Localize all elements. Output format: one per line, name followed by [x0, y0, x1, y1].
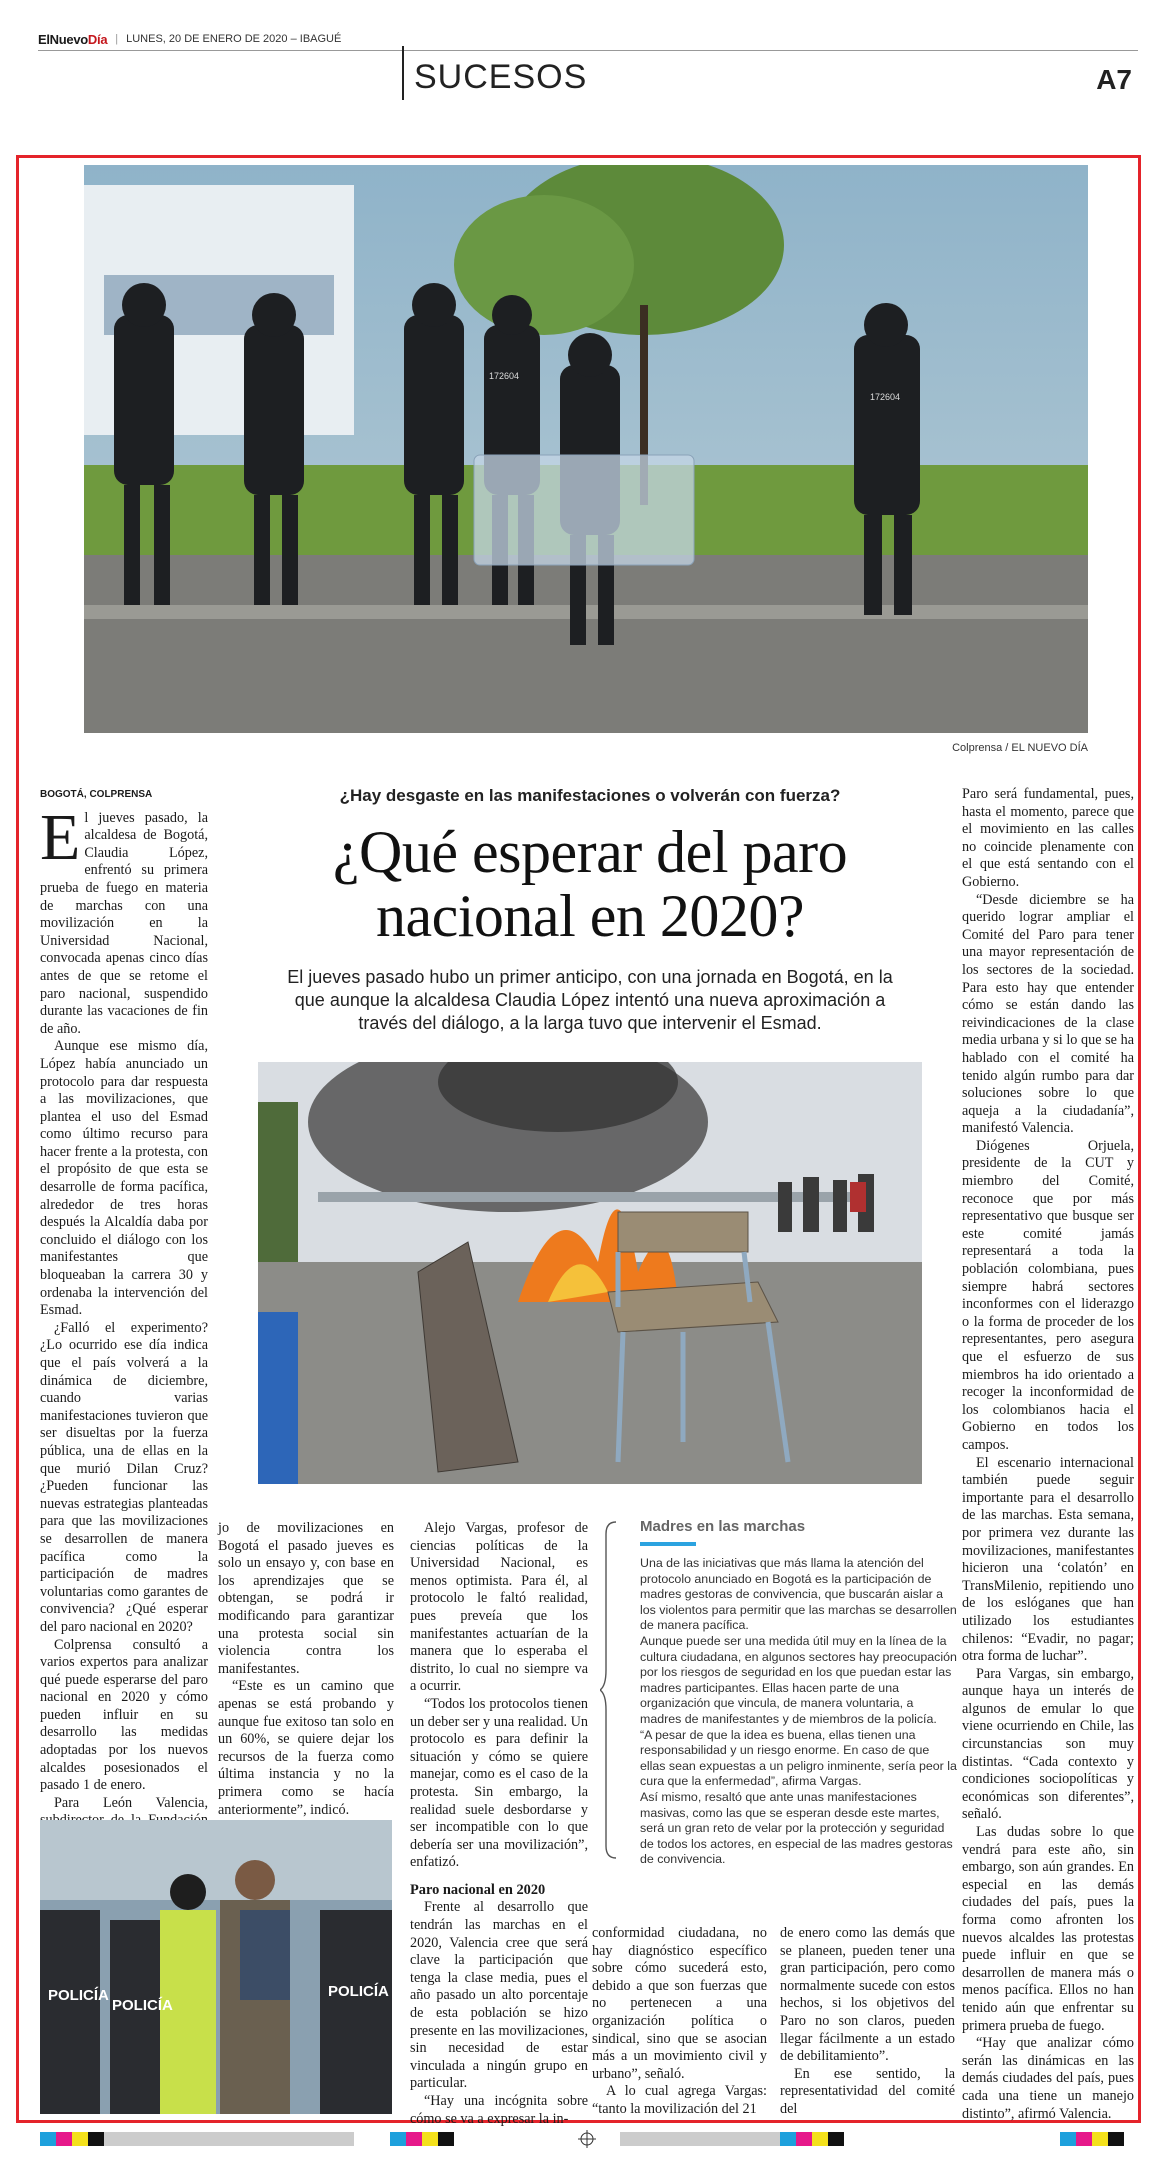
- color-bar: [828, 2132, 844, 2146]
- byline: BOGOTÁ, COLPRENSA: [40, 789, 153, 800]
- barricade-fire-photo: [258, 1062, 922, 1484]
- article-column-3: [410, 1520, 588, 2128]
- sidebar-paragraph: Aunque puede ser una medida útil muy en la línea de la cultura ciudadana, en algunos sectores hay preocupación por los riesgos de seguridad en los que puedan estar las madres participantes. Ellas hacen parte de una organización que vincula, de manera voluntaria, a madres de manifestantes y de miembros de la policía.: [640, 1633, 957, 1726]
- police-shield-label: POLICÍA: [48, 1987, 109, 2004]
- color-bar: [1108, 2132, 1124, 2146]
- paragraph: Diógenes Orjuela, presidente de la CUT y miembro del Comité, reconoce que por más representativo que busque ser este comité jamás representará a toda la población colombiana, pues siempre habrá sectores inconformes con el liderazgo o la forma de proceder de los representantes, pero asegura que el esfuerzo de sus miembros ha ido orientado a recoger la inconformidad de los colombianos hacia el Gobierno en todos los campos.: [962, 1137, 1134, 1453]
- paragraph: “Hay que analizar cómo serán las dinámicas en las demás ciudades del país, pues cada una tiene un manejo distinto”, afirmó Valencia.: [962, 2035, 1134, 2122]
- police-protester-photo: [40, 1820, 392, 2114]
- paragraph: Colprensa consultó a varios expertos para analizar qué puede esperarse del paro nacional en 2020 y cómo pueden influir en su desarrollo las medidas adoptadas por los nuevos alcaldes posesionados el pasado 1 de enero.: [40, 1636, 208, 1794]
- sidebar-accent-rule: [640, 1542, 696, 1546]
- dropcap: E: [40, 800, 81, 874]
- header-rule: [38, 50, 1138, 51]
- sidebar-title: Madres en las marchas: [640, 1518, 806, 1535]
- paragraph: En ese sentido, la representatividad del comité del: [780, 2065, 955, 2117]
- color-bar: [780, 2132, 796, 2146]
- article-column-2: [218, 1520, 394, 1819]
- paragraph: Paro será fundamental, pues, hasta el momento, parece que el movimiento en las calles no coincide plenamente con el que está sentando con el Gobierno.: [962, 786, 1134, 890]
- paragraph: conformidad ciudadana, no hay diagnóstico específico sobre cómo sucederá esto, debido a que son fuerzas que no pertenecen a una organización política o sindical, sino que se asocian más a un movimiento civil y urbano”, señaló.: [592, 1925, 767, 2082]
- subheading: Paro nacional en 2020: [410, 1881, 546, 1898]
- article-column-6: [962, 786, 1134, 2123]
- color-bar: [812, 2132, 828, 2146]
- deck: El jueves pasado hubo un primer anticipo, con una jornada en Bogotá, en la que aunque la alcaldesa Claudia López intentó una nueva aproximación a través del diálogo, a la larga tuvo que intervenir el Esmad.: [287, 967, 893, 1033]
- paragraph: “Todos los protocolos tienen un deber ser y una realidad. Un protocolo es para definir la situación y cómo se quiere manejar, como es el caso de la protesta. Sin embargo, la realidad suele desbordarse y ser incompatible con lo que debería ser una movilización”, enfatizó.: [410, 1695, 588, 1871]
- color-bar: [72, 2132, 88, 2146]
- paragraph: Para Vargas, sin embargo, aunque haya un interés de algunos de emular lo que viene ocurriendo en Chile, las circunstancias son muy distintas. “Cada contexto y condiciones sociopolíticas y económicas son diferentes”, señaló.: [962, 1665, 1134, 1823]
- color-bar: [104, 2132, 354, 2146]
- color-bar: [796, 2132, 812, 2146]
- riot-police-photo: [84, 165, 1088, 733]
- section-title: SUCESOS: [414, 58, 588, 96]
- police-shield-label: POLICÍA: [112, 1997, 173, 2014]
- paragraph: Las dudas sobre lo que vendrá para este año, sin embargo, son aún grandes. En especial en las demás ciudades del país, pues la forma como afronten los nuevos alcaldes las protestas puede influir en que se desarrollen de manera más o menos pacífica. Ellos no han tenido aún que enfrentar su primera prueba de fuego.: [962, 1824, 1134, 2034]
- page-number: A7: [1096, 64, 1132, 95]
- color-bar: [390, 2132, 406, 2146]
- paragraph: Para León Valencia,: [54, 1794, 208, 1811]
- sidebar-paragraph: “A pesar de que la idea es buena, ellas tienen una responsabilidad y un riesgo enorme. En caso de que ellas sean expuestas a un peligro inminente, sería peor la cura que la enfermedad”, afirma Vargas.: [640, 1727, 957, 1789]
- paragraph: “Hay una incógnita sobre cómo se va a expresar la in-: [410, 2093, 588, 2127]
- sidebar-brace: [600, 1520, 620, 1860]
- paragraph: El escenario internacional también puede seguir importante para el desarrollo de las marchas. Esta semana, por primera vez durante las movilizaciones, manifestantes hicieron una ‘colatón’ en TransMilenio, repitiendo uno de los eslóganes que han utilizado los estudiantes chilenos: “Evadir, no pagar; otra forma de luchar”.: [962, 1454, 1134, 1665]
- color-bar: [1060, 2132, 1076, 2146]
- headline: ¿Qué esperar del paro nacional en 2020?: [332, 819, 848, 949]
- article-column-5: [780, 1925, 955, 2119]
- color-bar: [422, 2132, 438, 2146]
- masthead-line: ElNuevoDía | LUNES, 20 DE ENERO DE 2020 – IBAGUÉ: [38, 31, 342, 47]
- paragraph: jo de movilizaciones en Bogotá el pasado jueves es solo un ensayo y, con base en los aprendizajes que se obtengan, se podrá ir modificando para garantizar una protesta social sin violencia contra los manifestantes.: [218, 1520, 394, 1677]
- paragraph: Alejo Vargas, profesor de ciencias políticas de la Universidad Nacional, es menos optimista. Para él, al protocolo le faltó realidad, pues preveía que los manifestantes actuarían de la manera que lo esperaba el distrito, lo cual no siempre va a ocurrir.: [410, 1520, 588, 1695]
- color-bar: [88, 2132, 104, 2146]
- officer-badge: 172604: [489, 371, 520, 381]
- color-bar: [1076, 2132, 1092, 2146]
- article-column-4: [592, 1925, 767, 2119]
- paragraph: A lo cual agrega Vargas: “tanto la movilización del 21: [592, 2083, 767, 2117]
- kicker: ¿Hay desgaste en las manifestaciones o volverán con fuerza?: [339, 786, 841, 805]
- paragraph: de enero como las demás que se planeen, pueden tener una gran participación, pero como normalmente sucede con estos hechos, si los objetivos del Paro no son claros, pueden llegar fácilmente a un estado de debilitamiento”.: [780, 1925, 955, 2065]
- paragraph: ¿Falló el experimento? ¿Lo ocurrido ese día indica que el país volverá a la dinámica de diciembre, cuando varias manifestaciones tuvieron que ser disueltas por la fuerza pública, una de ellas en la que murió Dilan Cruz? ¿Pueden funcionar las nuevas estrategias planteadas para que las movilizaciones se desarrollen de manera pacífica como la participación de madres voluntarias como garantes de convivencia? ¿Qué esperar del paro nacional en 2020?: [40, 1319, 208, 1635]
- registration-mark-icon: [578, 2130, 596, 2148]
- color-bar: [438, 2132, 454, 2146]
- photo-credit: Colprensa / EL NUEVO DÍA: [952, 742, 1088, 754]
- paragraph: “Desde diciembre se ha querido lograr ampliar el Comité del Paro para tener una mayor representación de los sectores de la sociedad. Para esto hay que entender cómo se están dando las reivindicaciones de la clase media urbana y si lo que se ha hablado con el comité ha tenido algún rumbo para dar soluciones sobre lo que aqueja a la ciudadanía”, manifestó Valencia.: [962, 891, 1134, 1137]
- newspaper-logo[interactable]: ElNuevoDía: [38, 31, 108, 47]
- lead-paragraph: El jueves pasado, la alcaldesa de Bogotá, Claudia López, enfrentó su primera prueba de fuego en materia de marchas con una movilización en la Universidad Nacional, convocada apenas cinco días antes de que se retome el paro nacional, suspendido durante las vacaciones de fin de año.: [40, 800, 208, 1037]
- officer-badge: 172604: [870, 392, 901, 402]
- police-shield-label: POLICÍA: [328, 1983, 389, 2000]
- sidebar-text: [640, 1556, 958, 1868]
- color-bar: [40, 2132, 56, 2146]
- color-bar: [620, 2132, 780, 2146]
- paragraph: Aunque ese mismo día, López había anunciado un protocolo para dar respuesta a las movilizaciones, que plantea el uso del Esmad como último recurso para hacer frente a la protesta, con el propósito de que esta se desarrolle de forma pacífica, alrededor de tres horas después la Alcaldía daba por concluido el diálogo con los manifestantes que bloqueaban la carrera 30 y ordenaba la intervención del Esmad.: [40, 1038, 208, 1319]
- paragraph: Frente al desarrollo que tendrán las marchas en el 2020, Valencia cree que será clave la participación que tenga la clase media, pues el año pasado un alto porcentaje de esta población se hizo presente en las movilizaciones, sin necesidad de estar vinculada a ningún grupo en particular.: [410, 1899, 588, 2092]
- color-bar: [406, 2132, 422, 2146]
- section-divider: [402, 46, 404, 100]
- article-column-1: [40, 786, 208, 1883]
- sidebar-paragraph: Así mismo, resaltó que ante unas manifestaciones masivas, como las que se esperan desde este martes, será un gran reto de velar por la protección y seguridad de todos los actores, en especial de las madres gestoras de convivencia.: [640, 1789, 953, 1867]
- issue-date: LUNES, 20 DE ENERO DE 2020 – IBAGUÉ: [126, 33, 342, 45]
- sidebar-paragraph: Una de las iniciativas que más llama la atención del protocolo anunciado en Bogotá es la participación de madres gestoras de convivencia, que buscarán aislar a los violentos para permitir que las marchas se desarrollen de manera pacífica.: [640, 1556, 957, 1633]
- color-bar: [56, 2132, 72, 2146]
- color-bar: [1092, 2132, 1108, 2146]
- paragraph: “Este es un camino que apenas se está probando y aunque fue exitoso tan solo en un 60%, se quiere dejar los recursos de la fuerza como última instancia y no la primera como se hacía anteriormente”, indicó.: [218, 1678, 394, 1818]
